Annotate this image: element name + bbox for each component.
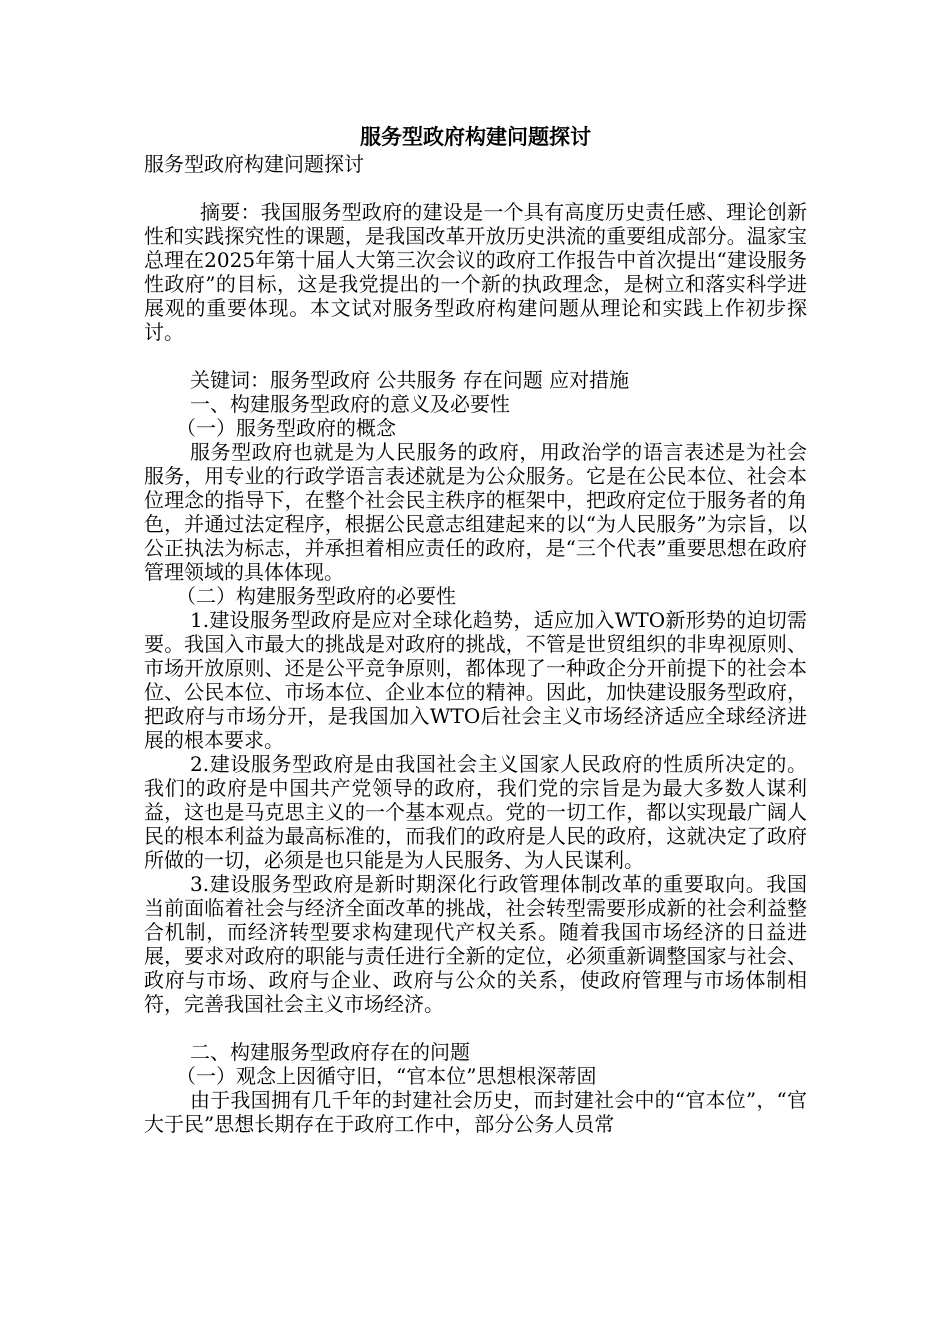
document-title: 服务型政府构建问题探讨 <box>360 124 591 149</box>
abstract-paragraph: 摘要：我国服务型政府的建设是一个具有高度历史责任感、理论创新性和实践探究性的课题，是我国改革开放历史洪流的重要组成部分。温家宝总理在2025年第十届人大第三次会议的政府工作报告中首次提出“建设服务性政府”的目标，这是我党提出的一个新的执政理念，是树立和落实科学进展观的重要体现。本文试对服务型政府构建问题从理论和实践上作初步探讨。 <box>144 200 807 344</box>
subsection-heading: （一）服务型政府的概念 <box>176 416 396 440</box>
subsection-heading: （一）观念上因循守旧，“官本位”思想根深蒂固 <box>176 1064 597 1088</box>
keywords-line: 关键词：服务型政府 公共服务 存在问题 应对措施 <box>190 368 630 392</box>
document-page <box>144 122 807 1136</box>
subsection-heading: （二）构建服务型政府的必要性 <box>176 584 456 608</box>
spacer <box>144 344 807 368</box>
section-heading: 一、构建服务型政府的意义及必要性 <box>190 392 510 416</box>
body-paragraph: 3.建设服务型政府是新时期深化行政管理体制改革的重要取向。我国当前面临着社会与经济全面改革的挑战，社会转型需要形成新的社会利益整合机制，而经济转型要求构建现代产权关系。随着我国市场经济的日益进展，要求对政府的职能与责任进行全新的定位，必须重新调整国家与社会、政府与市场、政府与企业、政府与公众的关系，使政府管理与市场体制相符，完善我国社会主义市场经济。 <box>144 872 807 1016</box>
spacer <box>144 176 807 200</box>
body-paragraph: 由于我国拥有几千年的封建社会历史，而封建社会中的“官本位”，“官大于民”思想长期存在于政府工作中，部分公务人员常 <box>144 1088 807 1136</box>
section-heading: 二、构建服务型政府存在的问题 <box>190 1040 470 1064</box>
body-paragraph: 1.建设服务型政府是应对全球化趋势，适应加入WTO新形势的迫切需要。我国入市最大的挑战是对政府的挑战，不管是世贸组织的非卑视原则、市场开放原则、还是公平竞争原则，都体现了一种政企分开前提下的社会本位、公民本位、市场本位、企业本位的精神。因此，加快建设服务型政府，把政府与市场分开，是我国加入WTO后社会主义市场经济适应全球经济进展的根本要求。 <box>144 608 807 752</box>
body-paragraph: 2.建设服务型政府是由我国社会主义国家人民政府的性质所决定的。我们的政府是中国共产党领导的政府，我们党的宗旨是为最大多数人谋利益，这也是马克思主义的一个基本观点。党的一切工作，都以实现最广阔人民的根本利益为最高标准的，而我们的政府是人民的政府，这就决定了政府所做的一切，必须是也只能是为人民服务、为人民谋利。 <box>144 752 807 872</box>
document-subtitle: 服务型政府构建问题探讨 <box>144 152 364 176</box>
spacer <box>144 1016 807 1040</box>
body-paragraph: 服务型政府也就是为人民服务的政府，用政治学的语言表述是为社会服务，用专业的行政学语言表述就是为公众服务。它是在公民本位、社会本位理念的指导下，在整个社会民主秩序的框架中，把政府定位于服务者的角色，并通过法定程序，根据公民意志组建起来的以“为人民服务”为宗旨，以公正执法为标志，并承担着相应责任的政府，是“三个代表”重要思想在政府管理领域的具体体现。 <box>144 440 807 584</box>
